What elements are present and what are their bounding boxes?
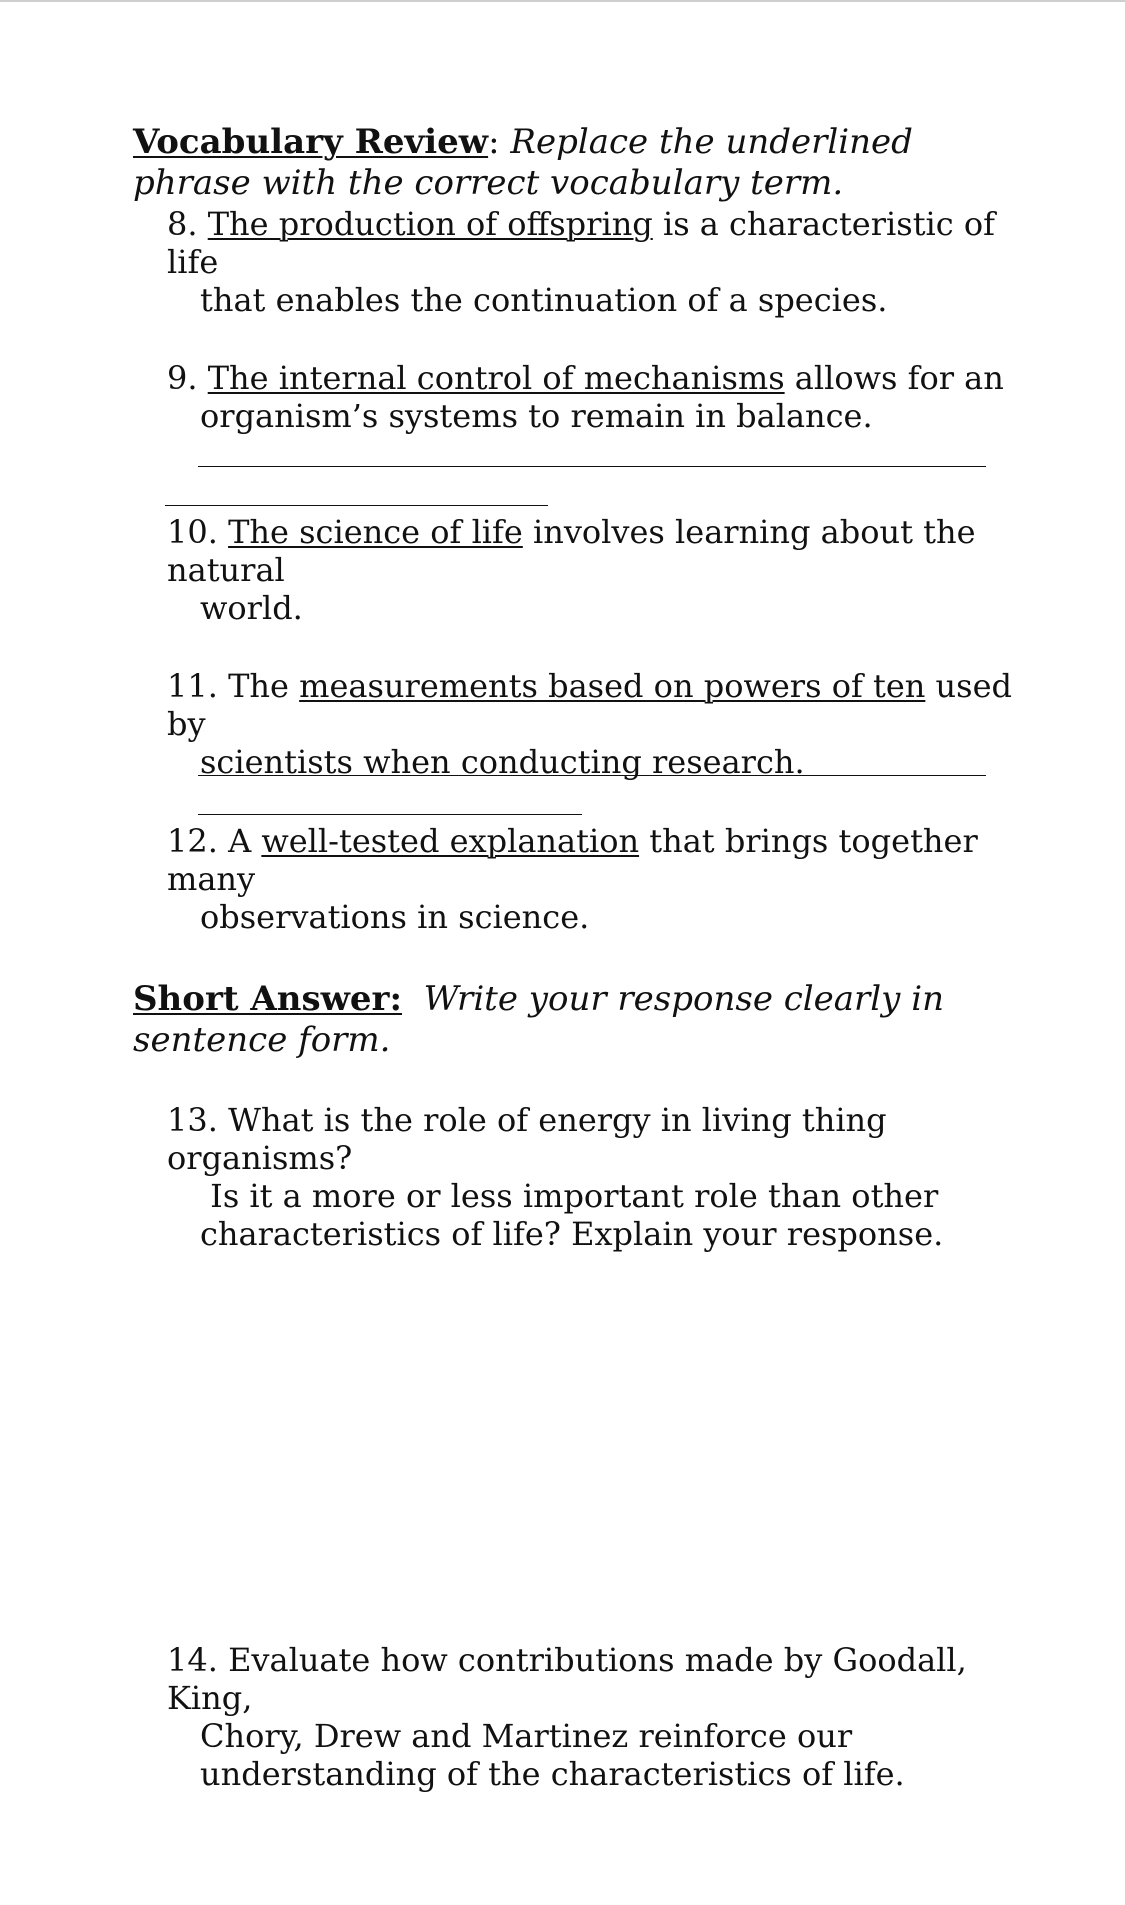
underlined-phrase: The production of offspring <box>207 205 653 243</box>
vocab-title: Vocabulary Review <box>133 122 489 162</box>
short-answer-item-13 <box>167 1101 1027 1253</box>
item-text: used by <box>167 667 1012 743</box>
vocab-item-12 <box>167 822 1027 936</box>
question-text: What is the role of energy in living thing organisms? <box>167 1101 887 1177</box>
item-number: 8. <box>167 205 198 243</box>
question-text-line-3: understanding of the characteristics of life. <box>200 1755 905 1793</box>
answer-line-9a[interactable] <box>198 466 986 467</box>
item-text: that brings together many <box>167 822 978 898</box>
vocab-instructions: Replace the underlined phrase with the correct vocabulary term. <box>133 122 913 203</box>
item-text: involves learning about the natural <box>167 513 976 589</box>
item-number: 9. <box>167 359 198 397</box>
answer-line-9b[interactable] <box>165 505 548 506</box>
item-text-continued: world. <box>200 589 303 627</box>
item-number: 12. <box>167 822 218 860</box>
item-text-continued: observations in science. <box>200 898 590 936</box>
item-pre-text: The <box>228 667 300 705</box>
vocab-colon: : <box>488 122 500 162</box>
item-text-continued: that enables the continuation of a species. <box>200 281 888 319</box>
item-number: 14. <box>167 1641 218 1679</box>
item-number: 13. <box>167 1101 218 1139</box>
answer-line-11b[interactable] <box>198 814 582 815</box>
item-text: is a characteristic of life <box>167 205 995 281</box>
short-answer-heading <box>133 979 1013 1061</box>
item-pre-text: A <box>228 822 262 860</box>
vocab-section-heading <box>133 122 1013 204</box>
underlined-phrase: The science of life <box>228 513 523 551</box>
underlined-phrase: The internal control of mechanisms <box>207 359 785 397</box>
vocab-item-11 <box>167 667 1027 781</box>
item-number: 10. <box>167 513 218 551</box>
question-text-line-3: characteristics of life? Explain your response. <box>200 1215 944 1253</box>
short-answer-item-14 <box>167 1641 1027 1793</box>
short-answer-instructions: Write your response clearly in sentence form. <box>133 979 944 1060</box>
item-number: 11. <box>167 667 218 705</box>
item-text-continued: scientists when conducting research. <box>200 743 805 781</box>
item-text-continued: organism’s systems to remain in balance. <box>200 397 873 435</box>
question-text-line-2: Chory, Drew and Martinez reinforce our <box>200 1717 853 1755</box>
item-text: allows for an <box>784 359 1004 397</box>
answer-line-11a[interactable] <box>198 775 986 776</box>
vocab-item-10 <box>167 513 1027 627</box>
underlined-phrase: well-tested explanation <box>261 822 640 860</box>
short-answer-title: Short Answer: <box>133 979 403 1019</box>
vocab-item-8 <box>167 205 1027 319</box>
underlined-phrase: measurements based on powers of ten <box>299 667 926 705</box>
vocab-item-9 <box>167 359 1027 435</box>
question-text-line-2: Is it a more or less important role than other <box>200 1177 939 1215</box>
question-text: Evaluate how contributions made by Goodall, King, <box>167 1641 967 1717</box>
